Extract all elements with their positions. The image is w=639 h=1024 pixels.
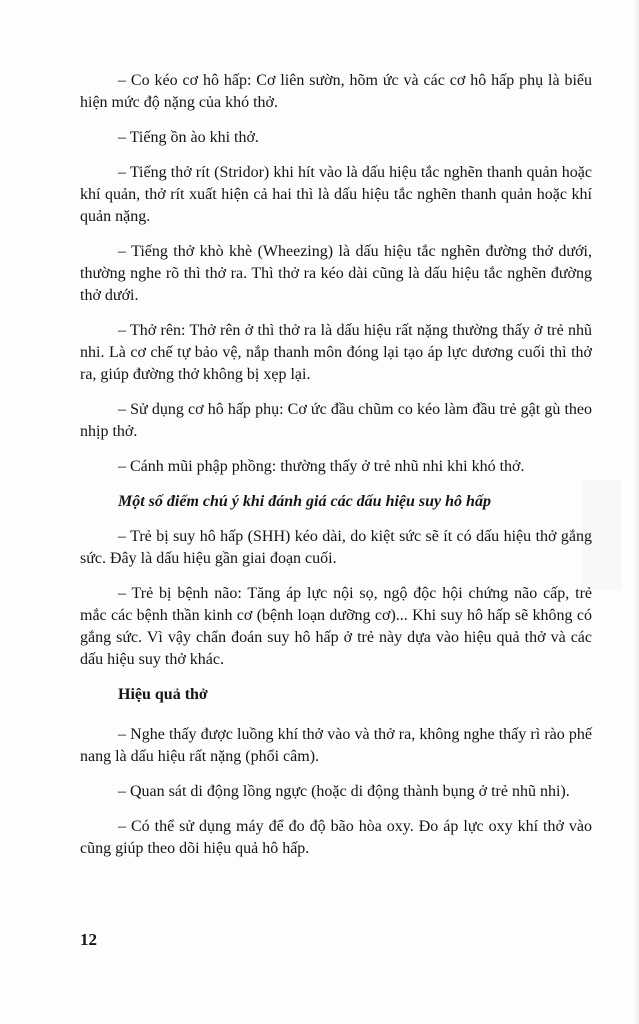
paragraph-grunting: – Thở rên: Thở rên ở thì thở ra là dấu hiệu rất nặng thường thấy ở trẻ nhũ nhi. Là cơ chế tự bảo vệ, nắp thanh môn đóng lại tạo áp lực dương cuối thì thở ra, giúp đường thở không bị xẹp lại. [80, 322, 592, 383]
page-edge-shadow [633, 0, 639, 1024]
paragraph-accessory-muscles: – Co kéo cơ hô hấp: Cơ liên sườn, hõm ức và các cơ hô hấp phụ là biểu hiện mức độ nặng của khó thở. [80, 72, 592, 111]
paragraph-noisy-breathing: – Tiếng ồn ào khi thở. [118, 129, 259, 146]
section-heading-efficiency: Hiệu quả thở [118, 686, 208, 703]
section-heading-notes: Một số điểm chú ý khi đánh giá các dấu hiệu suy hô hấp [118, 493, 491, 510]
paragraph-head-bobbing: – Sử dụng cơ hô hấp phụ: Cơ ức đầu chũm co kéo làm đầu trẻ gật gù theo nhịp thở. [80, 401, 592, 440]
paragraph-nasal-flaring: – Cánh mũi phập phồng: thường thấy ở trẻ nhũ nhi khi khó thở. [118, 458, 525, 475]
paragraph-brain-disease: – Trẻ bị bệnh não: Tăng áp lực nội sọ, ngộ độc hội chứng não cấp, trẻ mắc các bệnh thần kinh cơ (bệnh loạn dưỡng cơ)... Khi suy hô hấp sẽ không có gắng sức. Vì vậy chẩn đoán suy hô hấp ở trẻ này dựa vào hiệu quả thở và các dấu hiệu suy thở khác. [80, 585, 592, 668]
page-number: 12 [80, 930, 97, 949]
paragraph-chest-movement: – Quan sát di động lồng ngực (hoặc di động thành bụng ở trẻ nhũ nhi). [118, 783, 570, 800]
paragraph-oxygen-saturation: – Có thể sử dụng máy để đo độ bão hòa oxy. Đo áp lực oxy khí thở vào cũng giúp theo dõi hiệu quả hô hấp. [80, 818, 592, 857]
paragraph-air-entry: – Nghe thấy được luồng khí thở vào và thở ra, không nghe thấy rì rào phế nang là dấu hiệu rất nặng (phổi câm). [80, 726, 592, 765]
paragraph-stridor: – Tiếng thở rít (Stridor) khi hít vào là dấu hiệu tắc nghẽn thanh quản hoặc khí quản, thở rít xuất hiện cả hai thì là dấu hiệu tắc nghẽn thanh quản hoặc khí quản nặng. [80, 164, 592, 225]
paragraph-wheezing: – Tiếng thở khò khè (Wheezing) là dấu hiệu tắc nghẽn đường thở dưới, thường nghe rõ thì thở ra. Thì thở ra kéo dài cũng là dấu hiệu tắc nghẽn đường thở dưới. [80, 243, 592, 304]
document-page [80, 70, 592, 873]
paragraph-prolonged-failure: – Trẻ bị suy hô hấp (SHH) kéo dài, do kiệt sức sẽ ít có dấu hiệu thở gắng sức. Đây là dấu hiệu gần giai đoạn cuối. [80, 528, 592, 567]
